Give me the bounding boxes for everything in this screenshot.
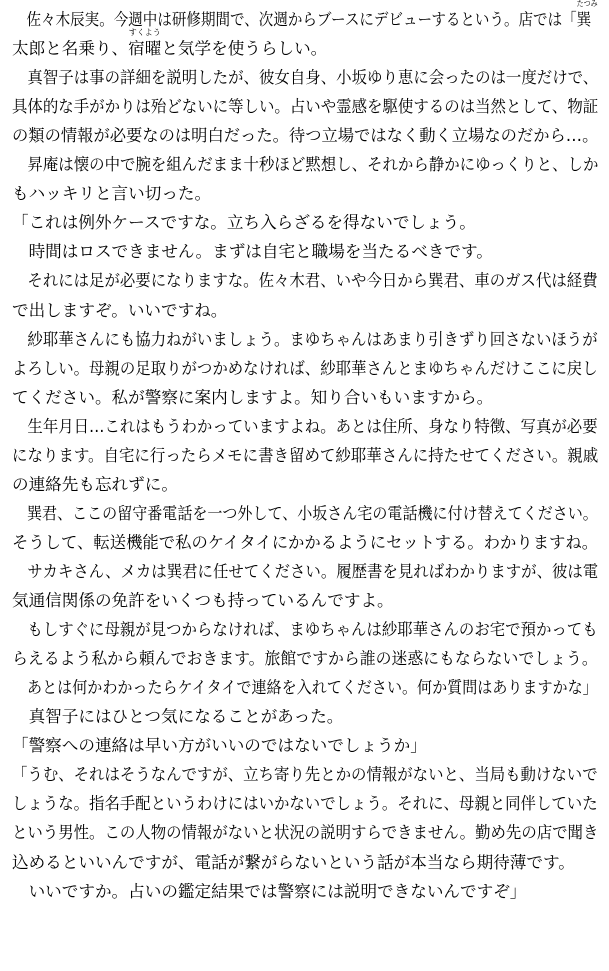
text-line: 気通信関係の免許をいくつも持っているんですよ。 — [12, 591, 394, 610]
text-segment: 佐々木辰実。今週中は研修期間で、次週からブースにデビューするという。店では「 — [12, 10, 577, 29]
text-line: 「警察への連絡は早い方がいいのではないでしょうか」 — [12, 736, 427, 756]
text-line: あとは何かわかったらケイタイで連絡を入れてください。何か質問はありますかな」 — [12, 678, 598, 698]
text-line: の連絡先も忘れずに。 — [12, 474, 178, 494]
text-line: 生年月日…これはもうわかっていますよね。あとは住所、身なり特徴、写真が必要 — [12, 416, 598, 436]
text-line: いいですか。占いの鑑定結果では警察には説明できないんですぞ」 — [12, 881, 527, 901]
ruby-word — [128, 28, 162, 59]
ruby-word — [576, 0, 598, 30]
text-line: 具体的な手がかりは殆どないに等しい。占いや霊感を駆使するのは当然として、物証 — [12, 97, 599, 117]
text-line — [12, 28, 328, 59]
text-line: で出しますぞ。いいですね。 — [12, 300, 228, 320]
text-line: 真智子は事の詳細を説明したが、彼女自身、小坂ゆり恵に会ったのは一度だけで、 — [12, 68, 599, 88]
text-line: になります。自宅に行ったらメモに書き留めて紗耶華さんに持たせてください。親戚 — [12, 445, 599, 465]
text-line: らえるよう私から頼んでおきます。旅館ですから誰の迷惑にもならないでしょう。 — [12, 649, 598, 669]
text-line: 「うむ、それはそうなんですが、立ち寄り先とかの情報がないと、当局も動けないで — [12, 765, 598, 785]
text-line: てください。私が警察に案内しますよ。知り合いもいますから。 — [12, 387, 494, 407]
text-line: もハッキリと言い切った。 — [12, 184, 212, 204]
text-line: の類の情報が必要なのは明白だった。待つ立場ではなく動く立場なのだから…。 — [12, 126, 599, 146]
ruby-base: 宿曜 — [128, 39, 162, 58]
text-segment: 太郎と名乗り、 — [12, 39, 129, 58]
text-line — [12, 0, 598, 30]
text-line: もしすぐに母親が見つからなければ、まゆちゃんは紗耶華さんのお宅で預かっても — [12, 620, 598, 640]
text-line: サカキさん、メカは巽君に任せてください。履歴書を見ればわかりますが、彼は電 — [12, 562, 599, 581]
text-line: 「これは例外ケースですな。立ち入らざるを得ないでしょう。 — [12, 213, 476, 233]
text-line: 込めるといいんですが、電話が繋がらないという話が本当なら期待薄です。 — [12, 852, 575, 872]
text-line: 巽君、ここの留守番電話を一つ外して、小坂さん宅の電話機に付け替えてください。 — [12, 503, 598, 523]
text-line: よろしい。母親の足取りがつかめなければ、紗耶華さんとまゆちゃんだけここに戻し — [12, 358, 598, 378]
ruby-reading: すくよう — [128, 28, 161, 37]
text-line: 真智子にはひとつ気になることがあった。 — [12, 707, 344, 727]
text-line: しょうな。指名手配というわけにはいかないでしょう。それに、母親と同伴していた — [12, 794, 598, 814]
text-line: 昇庵は懐の中で腕を組んだまま十秒ほど黙想し、それから静かにゆっくりと、しか — [12, 155, 599, 175]
text-line: それには足が必要になりますな。佐々木君、いや今日から巽君、車のガス代は経費 — [12, 271, 598, 291]
ruby-base: 巽 — [576, 10, 592, 29]
text-line: 時間はロスできません。まずは自宅と職場を当たるべきです。 — [12, 242, 493, 262]
ruby-reading: たつみ — [576, 0, 598, 8]
text-line: そうして、転送機能で私のケイタイにかかるようにセットする。わかりますね。 — [12, 532, 599, 552]
text-line: 紗耶華さんにも協力ねがいましょう。まゆちゃんはあまり引きずり回さないほうが — [12, 329, 598, 349]
text-line: という男性。この人物の情報がないと状況の説明すらできません。勤め先の店で聞き — [12, 823, 599, 843]
text-segment: と気学を使うらしい。 — [161, 39, 328, 58]
